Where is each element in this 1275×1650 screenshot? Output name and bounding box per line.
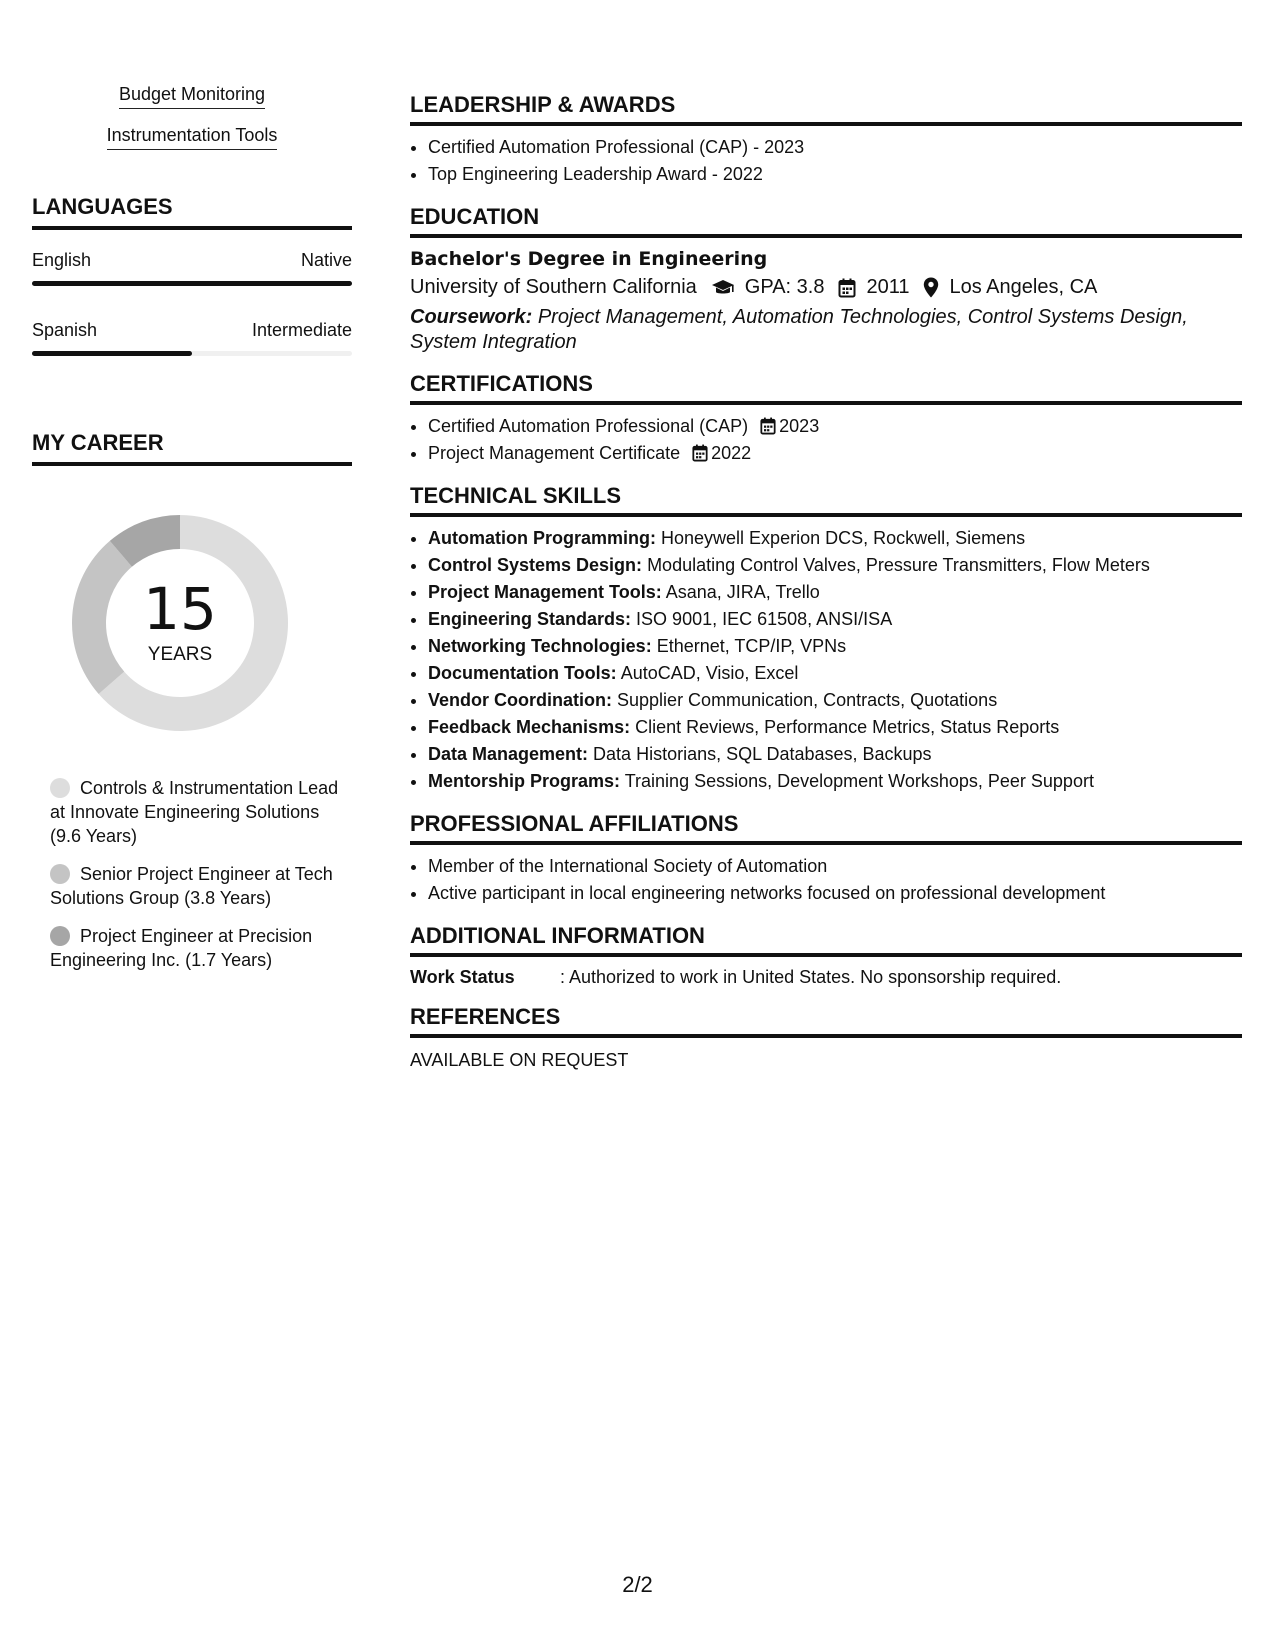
skill-label: Engineering Standards: [428,609,632,629]
coursework-list: Project Management, Automation Technologies, Control Systems Design, System Integration [410,306,1188,353]
education-details [410,276,1242,299]
section-heading: PROFESSIONAL AFFILIATIONS [410,811,1242,845]
career-legend [50,776,340,972]
language-bar [32,281,352,286]
skill-value: Training Sessions, Development Workshops, Peer Support [624,771,1094,791]
additional-info-section [410,923,1242,988]
language-bar-fill [32,351,192,356]
language-name: Spanish [32,320,98,340]
section-heading: EDUCATION [410,204,1242,238]
skill-value: Modulating Control Valves, Pressure Transmitters, Flow Meters [647,555,1150,575]
skill-item [428,579,1242,606]
leadership-section [410,92,1242,188]
career-heading: MY CAREER [32,430,352,466]
skill-value: AutoCAD, Visio, Excel [620,663,799,683]
coursework [410,305,1242,355]
skill-item [428,714,1242,741]
school-name: University of Southern California [410,276,697,298]
location-pin-icon [923,277,939,298]
skill-item [428,606,1242,633]
certifications-section [410,371,1242,467]
skill-label: Mentorship Programs: [428,771,621,791]
skill-label: Vendor Coordination: [428,690,612,710]
certification-year: 2023 [779,416,820,436]
skill-item [428,633,1242,660]
language-bar-fill [32,281,352,286]
skill-item [428,741,1242,768]
left-column [32,84,352,986]
graduation-year: 2011 [866,276,910,298]
affiliations-section [410,811,1242,907]
list-item: • Top Engineering Leadership Award - 2022 [428,161,1242,188]
skill-tags [32,84,352,166]
skill-value: Ethernet, TCP/IP, VPNs [656,636,847,656]
skill-value: Client Reviews, Performance Metrics, Status Reports [635,717,1060,737]
calendar-icon [838,278,856,298]
skill-label: Feedback Mechanisms: [428,717,631,737]
certification-name: Project Management Certificate [428,443,681,463]
career-donut-chart [65,508,295,738]
section-heading: ADDITIONAL INFORMATION [410,923,1242,957]
language-bar [32,351,352,356]
skill-item [428,660,1242,687]
career-legend-item [50,862,340,910]
language-level: Intermediate [251,320,352,340]
skill-tag: Instrumentation Tools [107,125,278,150]
page-number: 2/2 [622,1572,653,1597]
references-section [410,1004,1242,1071]
skill-tag: Budget Monitoring [119,84,265,109]
skill-label: Documentation Tools: [428,663,617,683]
graduation-cap-icon [711,279,735,297]
language-level: Native [300,250,352,270]
certification-item [428,413,1242,440]
list-item: • Certified Automation Professional (CAP) - 2023 [428,134,1242,161]
skill-value: Data Historians, SQL Databases, Backups [593,744,932,764]
section-heading: TECHNICAL SKILLS [410,483,1242,517]
skill-label: Project Management Tools: [428,582,662,602]
calendar-icon [760,417,776,435]
section-heading: REFERENCES [410,1004,1242,1038]
legend-dot-icon [50,778,70,798]
language-name: English [32,250,92,270]
certification-name: Certified Automation Professional (CAP) [428,416,749,436]
references-text: AVAILABLE ON REQUEST [410,1050,629,1070]
skill-item [428,525,1242,552]
skill-item [428,552,1242,579]
skill-value: ISO 9001, IEC 61508, ANSI/ISA [636,609,893,629]
career-total-years: 15 [143,575,217,643]
language-item [32,320,352,356]
work-status-value: : Authorized to work in United States. No sponsorship required. [560,967,1062,987]
list-item: • Member of the International Society of Automation [428,853,1242,880]
skill-label: Control Systems Design: [428,555,643,575]
technical-skills-section [410,483,1242,795]
skill-value: Asana, JIRA, Trello [665,582,820,602]
certification-year: 2022 [711,443,752,463]
career-legend-item [50,776,340,848]
coursework-label: Coursework: [410,306,533,328]
languages-heading: LANGUAGES [32,194,352,230]
section-heading: CERTIFICATIONS [410,371,1242,405]
skill-item [428,768,1242,795]
skill-value: Supplier Communication, Contracts, Quotations [617,690,998,710]
skill-label: Networking Technologies: [428,636,652,656]
career-legend-label: Senior Project Engineer at Tech Solutions Group (3.8 Years) [50,864,333,908]
right-column [410,92,1242,1087]
legend-dot-icon [50,864,70,884]
certification-item [428,440,1242,467]
legend-dot-icon [50,926,70,946]
gpa: GPA: 3.8 [744,276,825,298]
calendar-icon [692,444,708,462]
skill-label: Automation Programming: [428,528,656,548]
degree-title: Bachelor's Degree in Engineering [410,248,768,270]
career-years-label: YEARS [147,644,213,665]
section-heading: LEADERSHIP & AWARDS [410,92,1242,126]
career-legend-item [50,924,340,972]
work-status-label: Work Status [410,967,515,987]
career-legend-label: Controls & Instrumentation Lead at Innovate Engineering Solutions (9.6 Years) [50,778,339,846]
list-item: • Active participant in local engineering networks focused on professional development [428,880,1242,907]
work-status-row [410,967,1242,988]
career-legend-label: Project Engineer at Precision Engineering Inc. (1.7 Years) [50,926,313,970]
education-section [410,204,1242,355]
skill-label: Data Management: [428,744,589,764]
language-item [32,250,352,286]
skill-item [428,687,1242,714]
location: Los Angeles, CA [949,276,1098,298]
skill-value: Honeywell Experion DCS, Rockwell, Siemens [661,528,1026,548]
